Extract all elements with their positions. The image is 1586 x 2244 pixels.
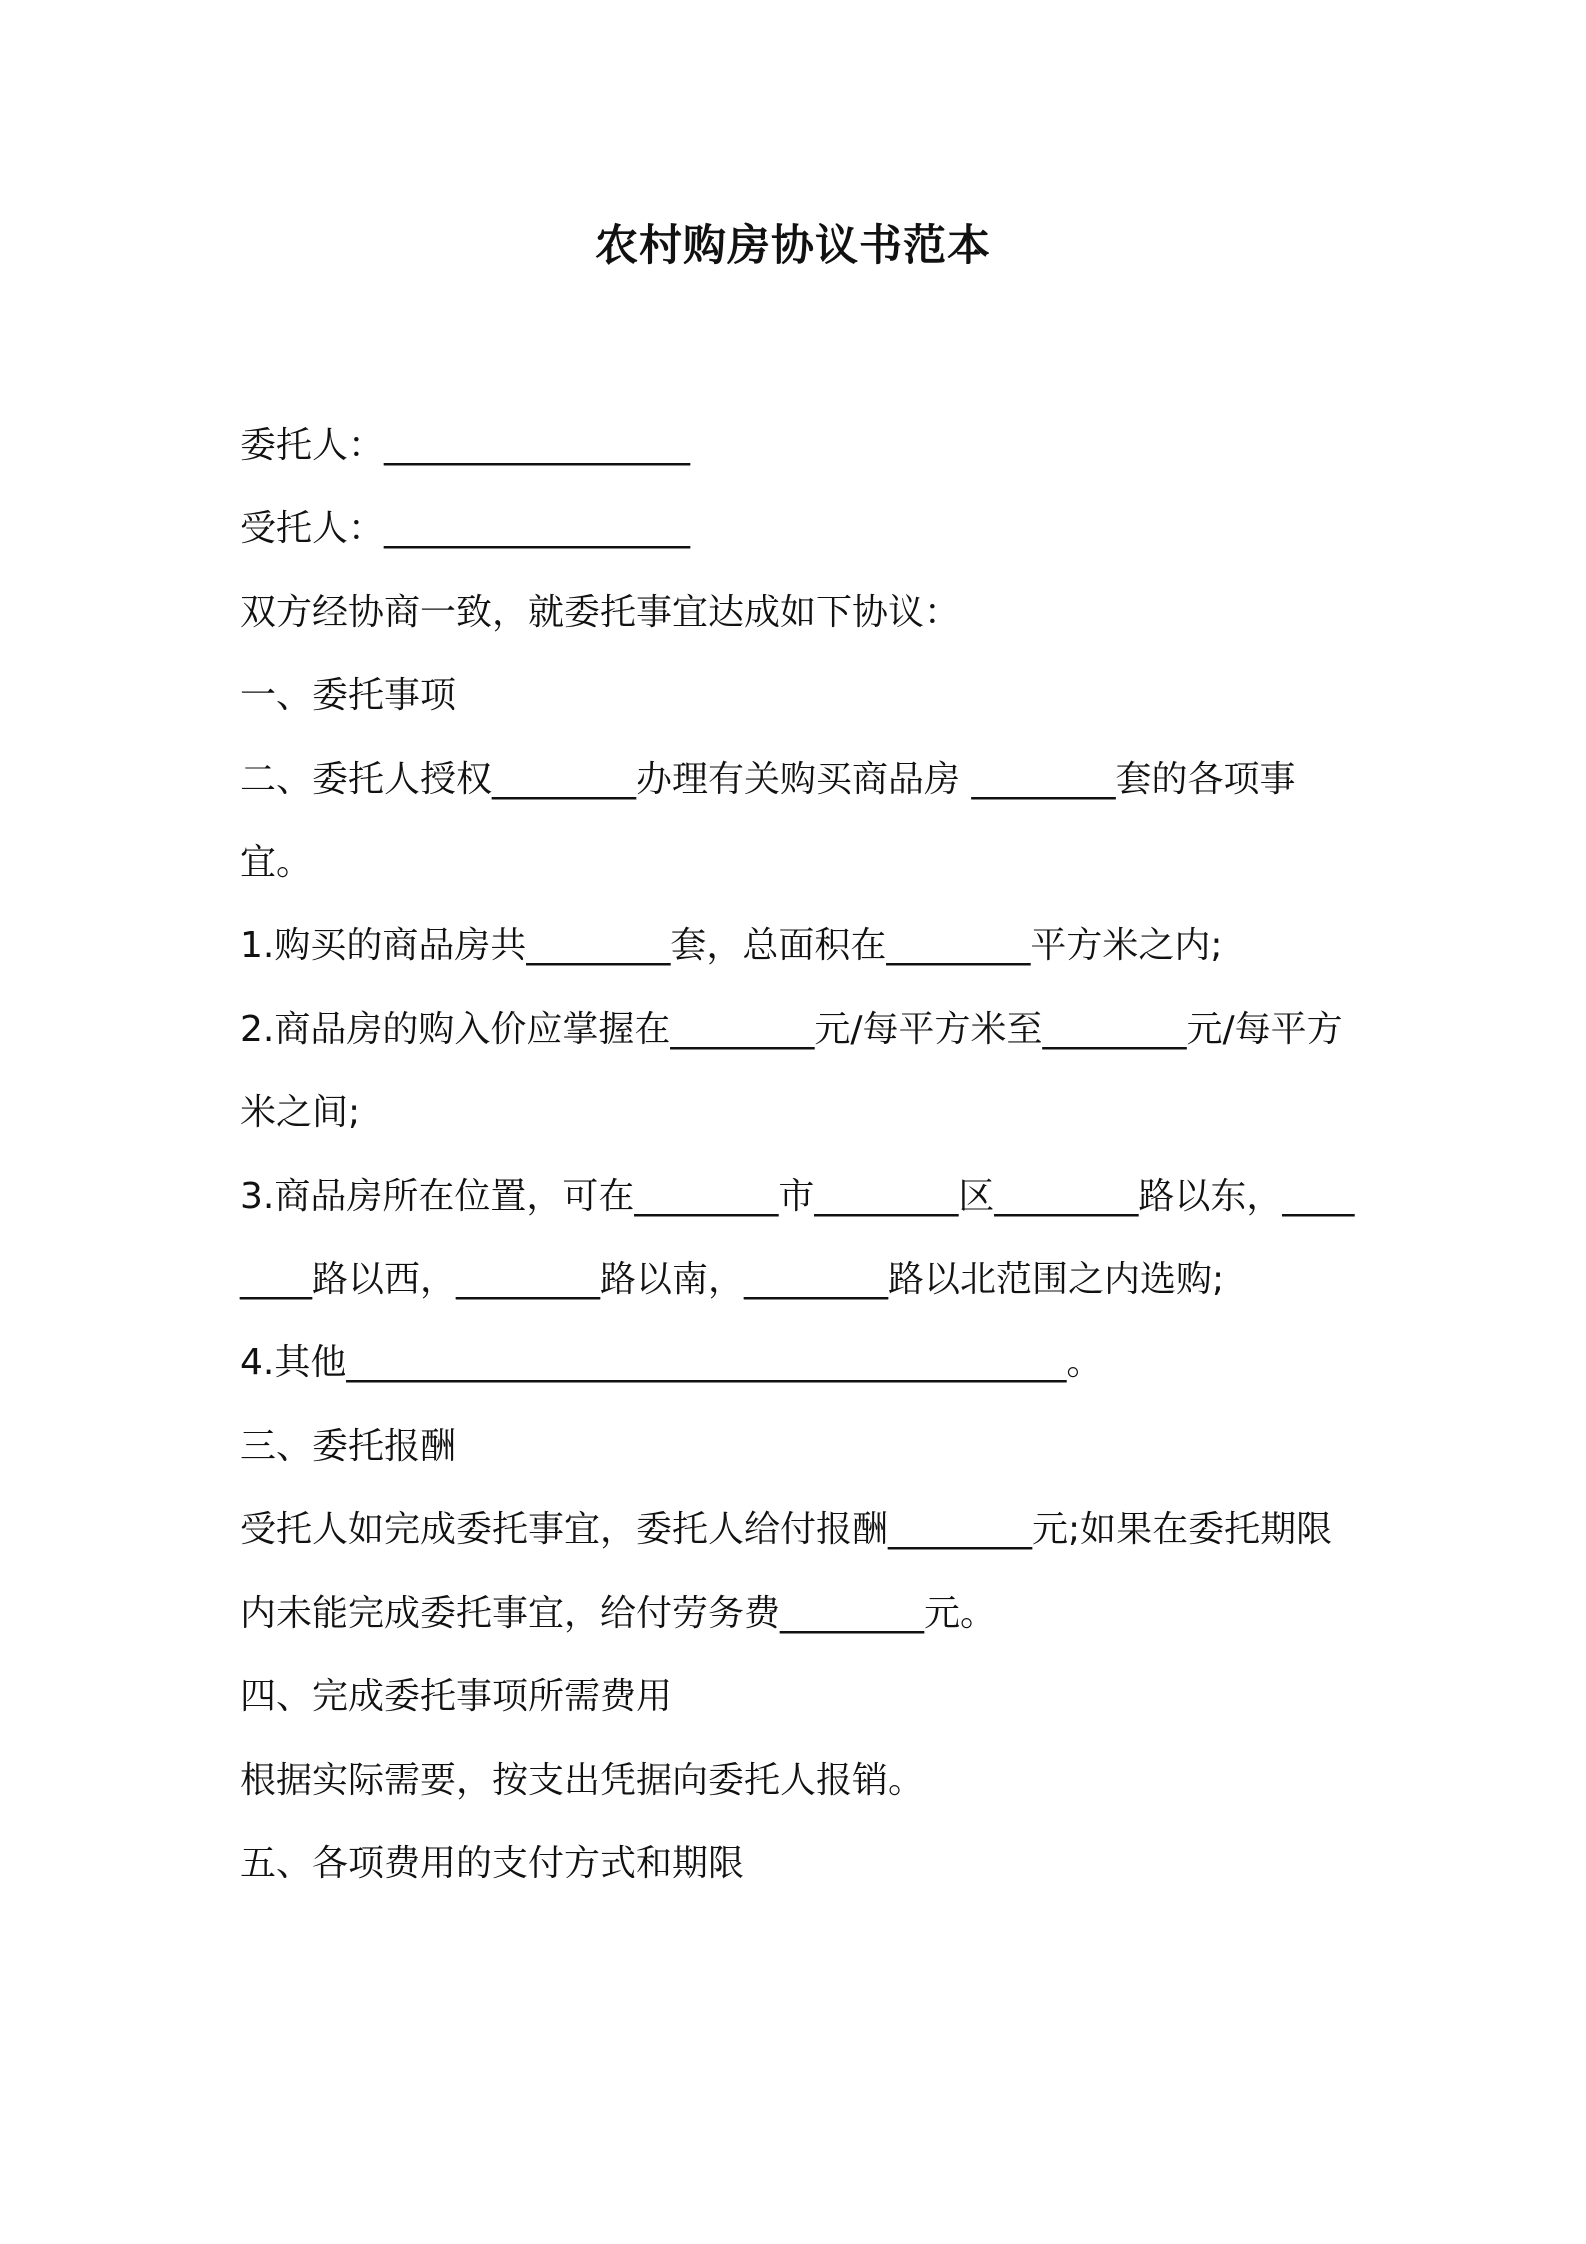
section-heading-4: 四、完成委托事项所需费用 [240, 1676, 673, 1718]
agreement-intro: 双方经协商一致，就委托事宜达成如下协议： [240, 591, 961, 633]
clause-item-4: 4.其他________________________________________。 [240, 1342, 1103, 1384]
section-heading-3: 三、委托报酬 [240, 1425, 457, 1467]
clause-item-2: 2.商品房的购入价应掌握在________元/每平方米至________元/每平方米之间; [240, 1008, 1343, 1134]
clause-item-1: 1.购买的商品房共________套，总面积在________平方米之内; [240, 925, 1223, 967]
clause-item-3: 3.商品房所在位置，可在________市________区________路以东，________路以西，________路以南，________路以北范围之内选购; [240, 1175, 1355, 1301]
remuneration-paragraph: 受托人如完成委托事宜，委托人给付报酬________元;如果在委托期限内未能完成委托事宜，给付劳务费________元。 [240, 1509, 1333, 1634]
document-title: 农村购房协议书范本 [595, 221, 991, 271]
agent-line: 受托人：_________________ [240, 508, 691, 550]
section-heading-5: 五、各项费用的支付方式和期限 [240, 1842, 745, 1884]
section-heading-1: 一、委托事项 [240, 675, 457, 717]
expenses-paragraph: 根据实际需要，按支出凭据向委托人报销。 [240, 1759, 925, 1801]
section-heading-2: 二、委托人授权________办理有关购买商品房 ________套的各项事宜。 [240, 758, 1296, 884]
principal-line: 委托人：_________________ [240, 425, 691, 466]
document-body [240, 404, 1360, 1905]
